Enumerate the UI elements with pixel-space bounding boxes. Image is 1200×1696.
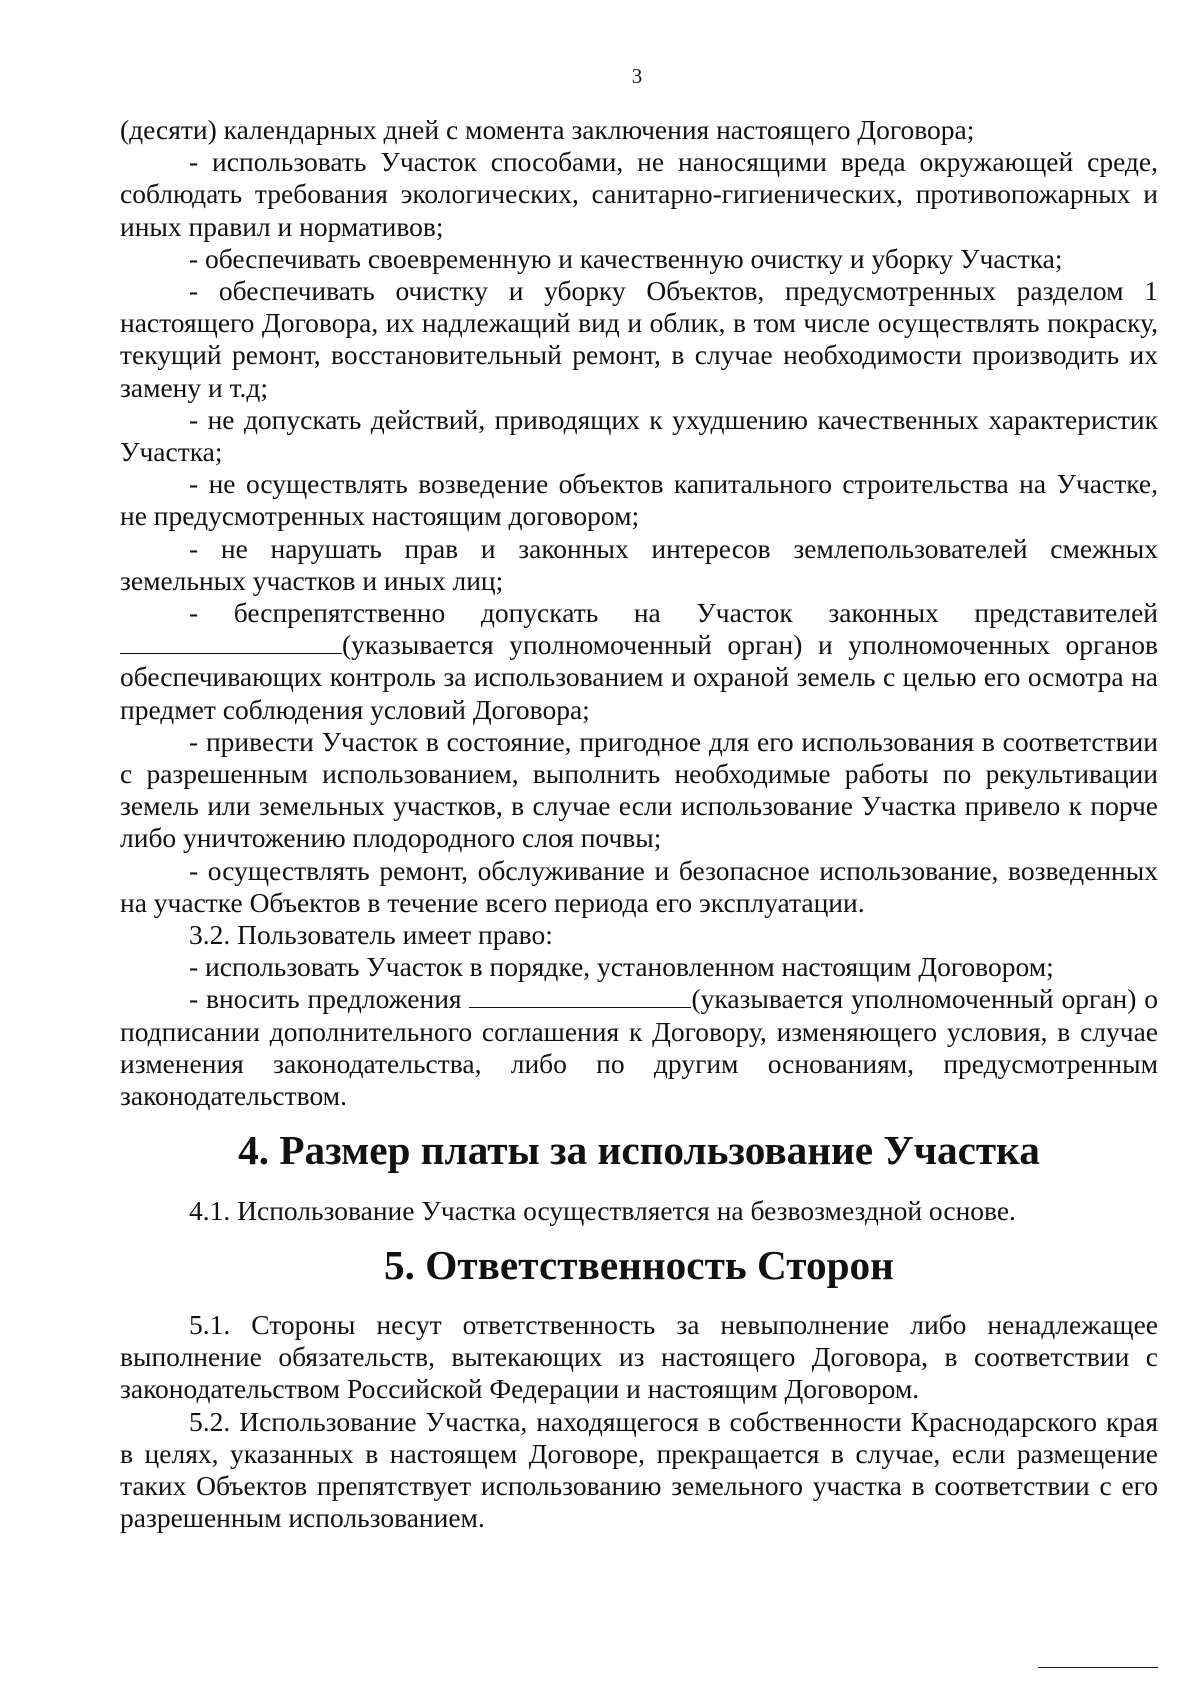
paragraph: - привести Участок в состояние, пригодное для его использования в соответствии с разрешенным использованием, выполнить необходимые работы по рекультивации земель или земельных участков, в случае если использование Участка привело к порче либо уничтожению плодородного слоя почвы; xyxy=(120,725,1158,854)
section-4-heading: 4. Размер платы за использование Участка xyxy=(238,1127,1040,1174)
paragraph-access-end: (указывается уполномоченный орган) и уполномоченных органов обеспечивающих контроль за использованием и охраной земель с целью его осмотра на предмет соблюдения условий Договора; xyxy=(120,629,1158,725)
paragraph-proposals xyxy=(120,983,1158,1112)
paragraph: - использовать Участок в порядке, установленном настоящим Договором; xyxy=(189,951,1054,983)
paragraph-proposals-end: (указывается уполномоченный орган) о подписании дополнительного соглашения к Договору, изменяющего условия, в случае изменения законодательства, либо по другим основаниям, предусмотренным законодательством. xyxy=(120,983,1159,1112)
paragraph: (десяти) календарных дней с момента заключения настоящего Договора; xyxy=(120,114,975,145)
blank-line xyxy=(120,653,342,654)
paragraph: - не осуществлять возведение объектов капитального строительства на Участке, не предусмотренных настоящим договором; xyxy=(120,468,1158,532)
paragraph: - обеспечивать своевременную и качественную очистку и уборку Участка; xyxy=(189,242,1063,274)
section-3-2-title: 3.2. Пользователь имеет право: xyxy=(189,919,553,951)
document-body xyxy=(120,114,1158,1534)
paragraph: - использовать Участок способами, не наносящими вреда окружающей среде, соблюдать требования экологических, санитарно-гигиенических, противопожарных и иных правил и нормативов; xyxy=(120,146,1158,242)
paragraph: 5.1. Стороны несут ответственность за невыполнение либо ненадлежащее выполнение обязательств, вытекающих из настоящего Договора, в соответствии с законодательством Российской Федерации и настоящим Договором. xyxy=(120,1308,1158,1405)
paragraph-access xyxy=(120,597,1158,726)
paragraph-proposals-start: - вносить предложения xyxy=(189,983,462,1015)
paragraph: 5.2. Использование Участка, находящегося в собственности Краснодарского края в целях, указанных в настоящем Договоре, прекращается в случае, если размещение таких Объектов препятствует использованию земельного участка в соответствии с его разрешенным использованием. xyxy=(120,1405,1158,1534)
paragraph-access-start: - беспрепятственно допускать на Участок законных представителей xyxy=(189,597,1158,629)
paragraph: 4.1. Использование Участка осуществляется на безвозмездной основе. xyxy=(189,1194,1016,1226)
blank-line xyxy=(469,1007,691,1008)
section-5-heading: 5. Ответственность Сторон xyxy=(384,1241,894,1288)
paragraph: - не допускать действий, приводящих к ухудшению качественных характеристик Участка; xyxy=(120,403,1158,468)
footer-rule xyxy=(1038,1667,1158,1668)
paragraph: - не нарушать прав и законных интересов землепользователей смежных земельных участков и иных лиц; xyxy=(120,532,1158,596)
paragraph: - осуществлять ремонт, обслуживание и безопасное использование, возведенных на участке Объектов в течение всего периода его эксплуатации. xyxy=(120,854,1158,918)
page-number: 3 xyxy=(631,64,643,88)
paragraph: - обеспечивать очистку и уборку Объектов, предусмотренных разделом 1 настоящего Договора, их надлежащий вид и облик, в том числе осуществлять покраску, текущий ремонт, восстановительный ремонт, в случае необходимости производить их замену и т.д; xyxy=(120,275,1158,403)
